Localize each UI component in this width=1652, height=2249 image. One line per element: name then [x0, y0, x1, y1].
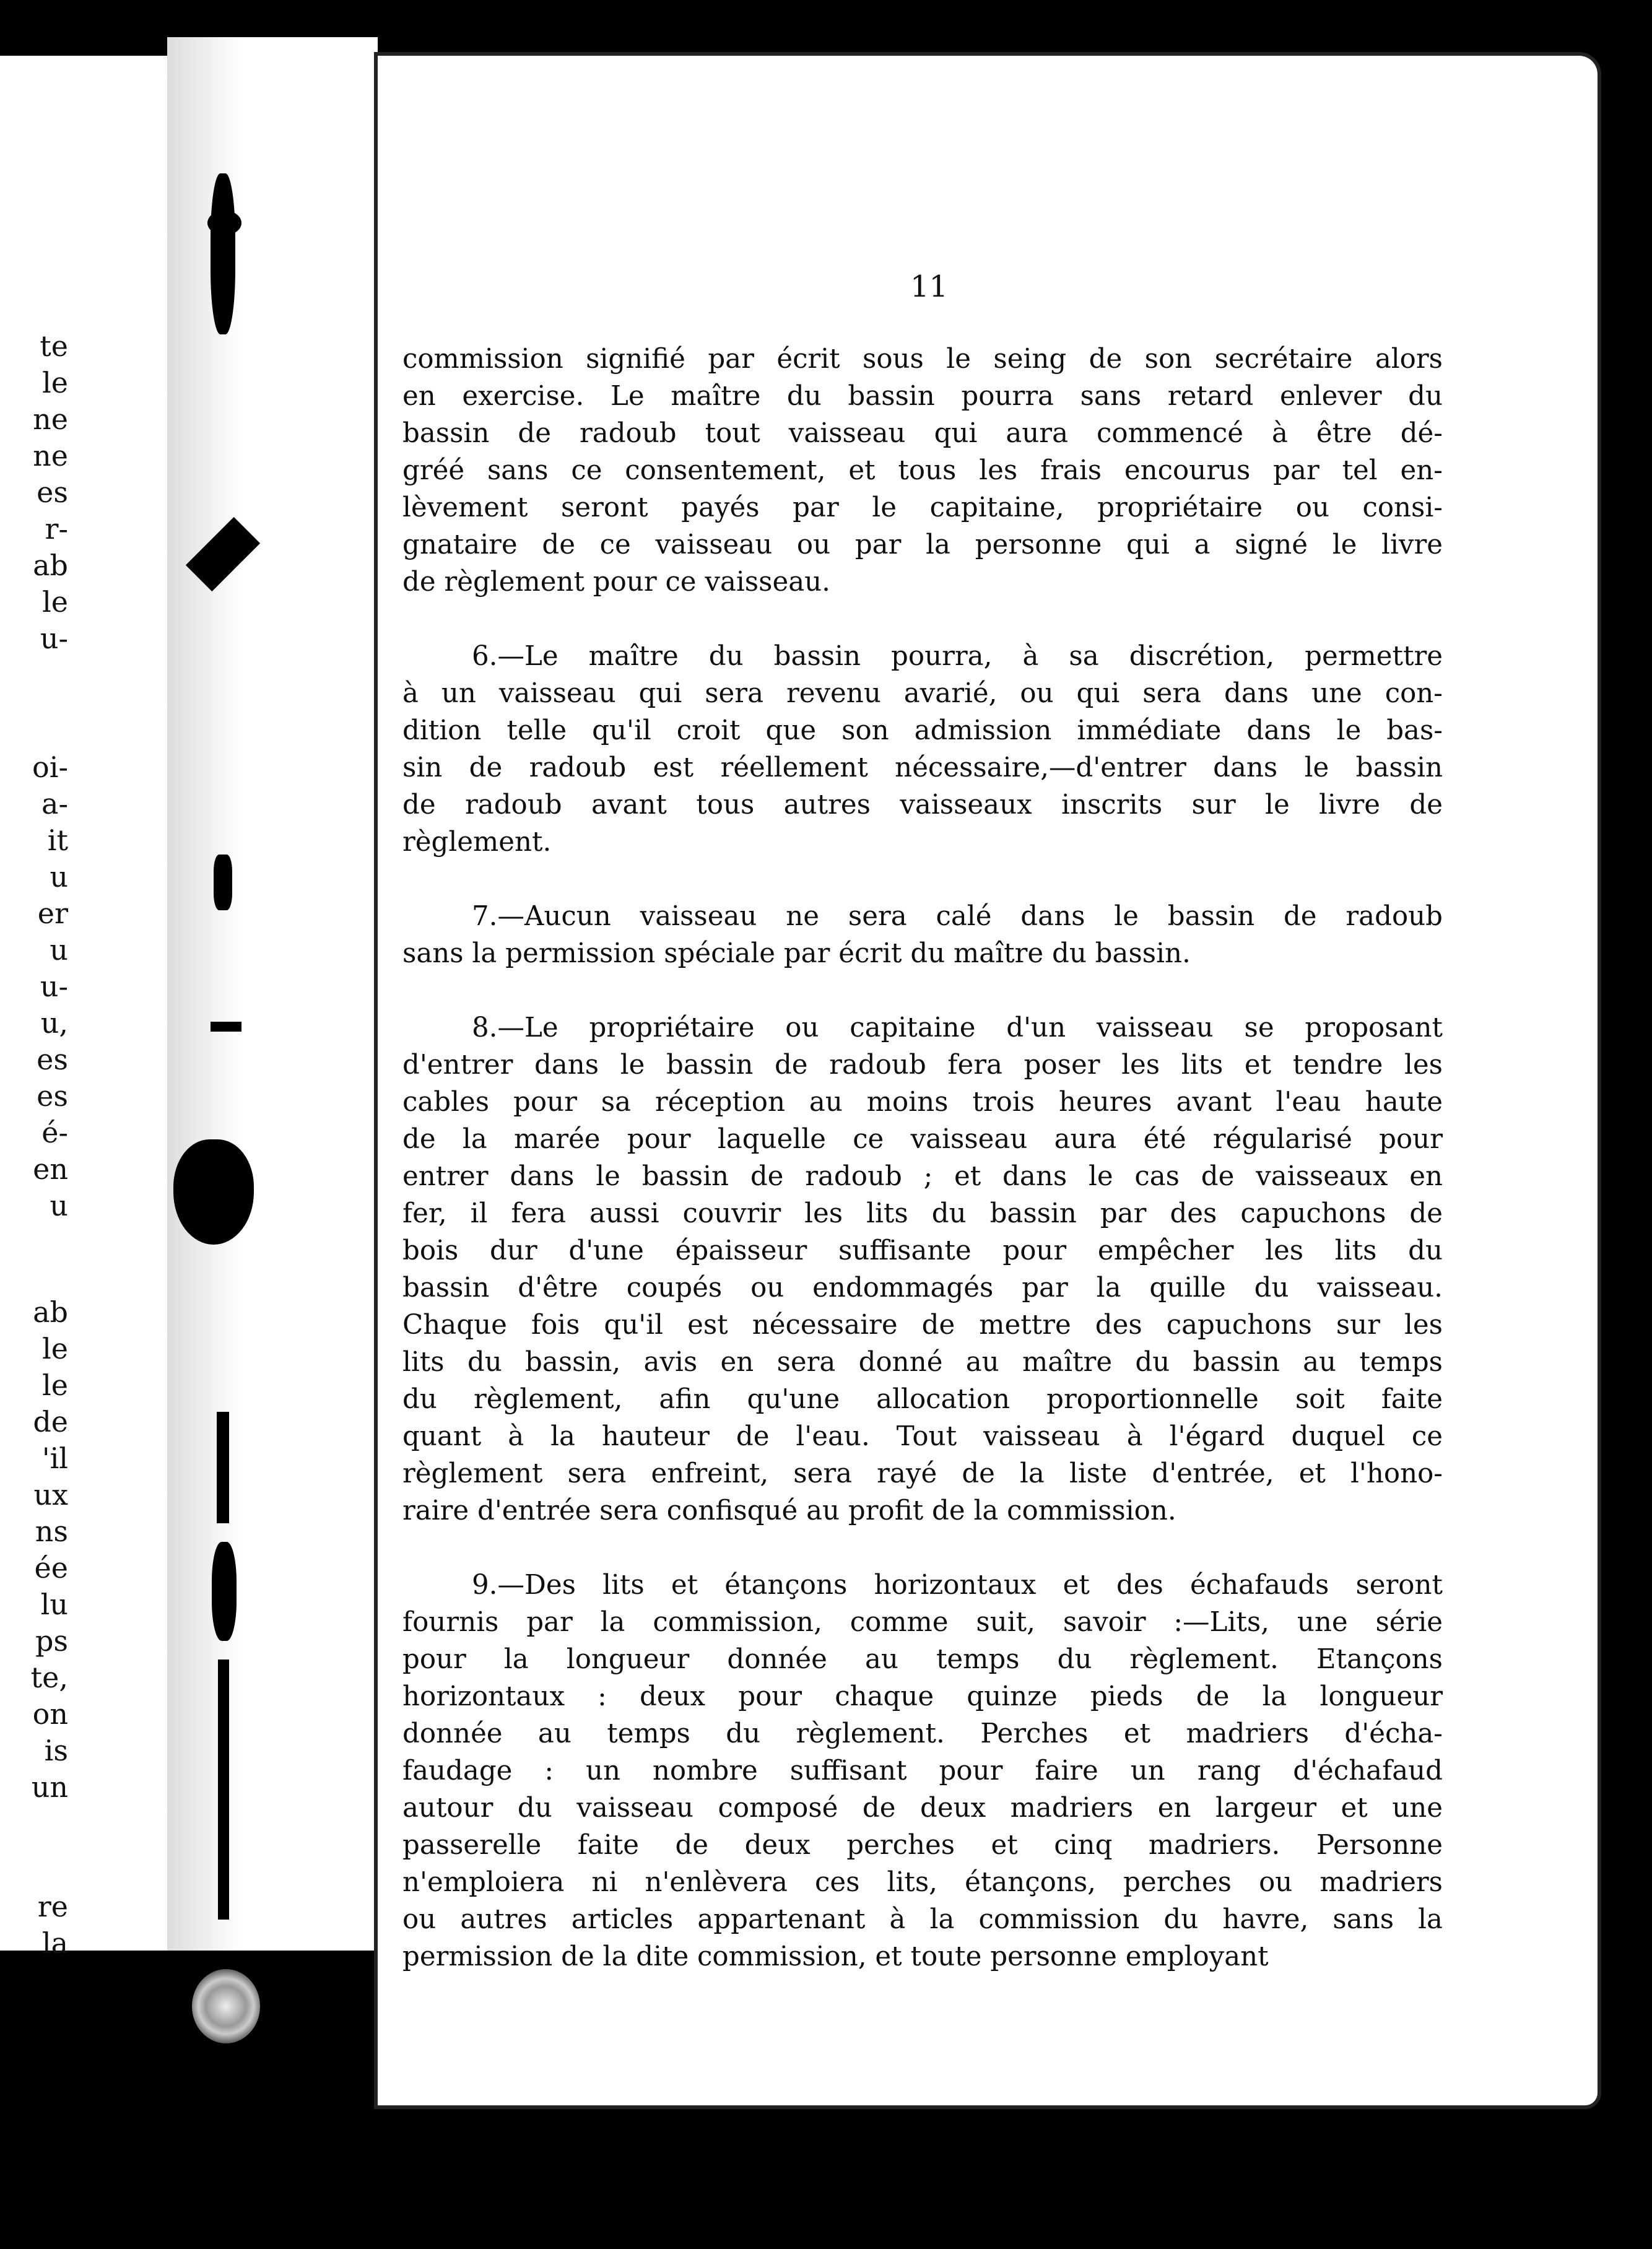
binding-blot [211, 173, 235, 334]
text-line: bassin d'être coupés ou endommagés par la quille du vaisseau. [402, 1272, 1443, 1303]
binding-blot [207, 211, 241, 235]
text-line: autour du vaisseau composé de deux madriers en largeur et une [402, 1793, 1443, 1824]
text-line: à un vaisseau qui sera revenu avarié, ou qui sera dans une con- [402, 678, 1443, 709]
page-number: 11 [910, 269, 949, 304]
text-line: 9.—Des lits et étançons horizontaux et des échafauds seront [472, 1570, 1443, 1601]
text-line: de radoub avant tous autres vaisseaux inscrits sur le livre de [402, 790, 1443, 820]
facing-page-edge [0, 56, 168, 1960]
text-line: 6.—Le maître du bassin pourra, à sa discrétion, permettre [472, 641, 1443, 672]
text-line: de règlement pour ce vaisseau. [402, 567, 830, 598]
text-line: ou autres articles appartenant à la commission du havre, sans la [402, 1904, 1443, 1935]
text-line: lits du bassin, avis en sera donné au maître du bassin au temps [402, 1347, 1443, 1378]
text-line: n'emploiera ni n'enlèvera ces lits, étançons, perches ou madriers [402, 1867, 1443, 1898]
paragraph-article-8 [402, 1009, 1443, 1529]
text-line: sans la permission spéciale par écrit du maître du bassin. [402, 938, 1191, 969]
text-line: faudage : un nombre suffisant pour faire un rang d'échafaud [402, 1755, 1443, 1786]
text-line: cables pour sa réception au moins trois heures avant l'eau haute [402, 1087, 1443, 1118]
text-line: lèvement seront payés par le capitaine, propriétaire ou consi- [402, 492, 1443, 523]
text-line: de la marée pour laquelle ce vaisseau aura été régularisé pour [402, 1124, 1443, 1155]
facing-page-fragments-1: te le ne ne es r- ab le u- [33, 329, 68, 655]
text-line: gnataire de ce vaisseau ou par la personne qui a signé le livre [402, 529, 1443, 560]
text-line: gréé sans ce consentement, et tous les frais encourus par tel en- [402, 455, 1443, 486]
text-line: règlement. [402, 827, 552, 858]
text-line: sin de radoub est réellement nécessaire,—d'entrer dans le bassin [402, 752, 1443, 783]
text-line: permission de la dite commission, et toute personne employant [402, 1941, 1269, 1972]
binding-blot [217, 1412, 229, 1523]
library-stamp [192, 1969, 260, 2043]
gutter-shadow [167, 37, 241, 2217]
text-line: 8.—Le propriétaire ou capitaine d'un vaisseau se proposant [472, 1012, 1443, 1043]
text-line: entrer dans le bassin de radoub ; et dans le cas de vaisseaux en [402, 1161, 1443, 1192]
binding-blot [218, 1660, 229, 1920]
facing-page-fragments-3: ab le le de 'il ux ns ée lu ps te, on is un [30, 1295, 68, 1804]
binding-blot [212, 1542, 237, 1641]
facing-page-fragments-4: re la [37, 1890, 68, 1960]
text-line: commission signifié par écrit sous le seing de son secrétaire alors [402, 344, 1443, 375]
binding-blot [211, 1022, 241, 1032]
facing-page-fragments-2: oi- a- it u er u u- u, es es é- en u [32, 750, 68, 1222]
document-page [378, 56, 1598, 2105]
text-line: du règlement, afin qu'une allocation proportionnelle soit faite [402, 1384, 1443, 1415]
text-line: d'entrer dans le bassin de radoub fera poser les lits et tendre les [402, 1050, 1443, 1081]
binding-blot [173, 1139, 254, 1245]
text-line: dition telle qu'il croit que son admission immédiate dans le bas- [402, 715, 1443, 746]
text-line: règlement sera enfreint, sera rayé de la liste d'entrée, et l'hono- [402, 1458, 1443, 1489]
paragraph-article-9 [402, 1567, 1443, 1975]
paragraph-continuation [402, 341, 1443, 601]
paragraph-article-6 [402, 638, 1443, 861]
binding-gutter [167, 37, 378, 2217]
text-line: bois dur d'une épaisseur suffisante pour empêcher les lits du [402, 1235, 1443, 1266]
body-text [402, 341, 1443, 2012]
text-line: fer, il fera aussi couvrir les lits du bassin par des capuchons de [402, 1198, 1443, 1229]
text-line: passerelle faite de deux perches et cinq madriers. Personne [402, 1830, 1443, 1861]
text-line: fournis par la commission, comme suit, savoir :—Lits, une série [402, 1607, 1443, 1638]
text-line: raire d'entrée sera confisqué au profit de la commission. [402, 1495, 1176, 1526]
text-line: pour la longueur donnée au temps du règlement. Etançons [402, 1644, 1443, 1675]
paragraph-article-7 [402, 898, 1443, 972]
text-line: 7.—Aucun vaisseau ne sera calé dans le bassin de radoub [472, 901, 1443, 932]
text-line: Chaque fois qu'il est nécessaire de mettre des capuchons sur les [402, 1310, 1443, 1341]
text-line: quant à la hauteur de l'eau. Tout vaisseau à l'égard duquel ce [402, 1421, 1443, 1452]
text-line: bassin de radoub tout vaisseau qui aura commencé à être dé- [402, 418, 1443, 449]
text-line: horizontaux : deux pour chaque quinze pieds de la longueur [402, 1681, 1443, 1712]
text-line: donnée au temps du règlement. Perches et madriers d'écha- [402, 1718, 1443, 1749]
binding-blot [214, 855, 232, 910]
text-line: en exercise. Le maître du bassin pourra sans retard enlever du [402, 381, 1443, 412]
